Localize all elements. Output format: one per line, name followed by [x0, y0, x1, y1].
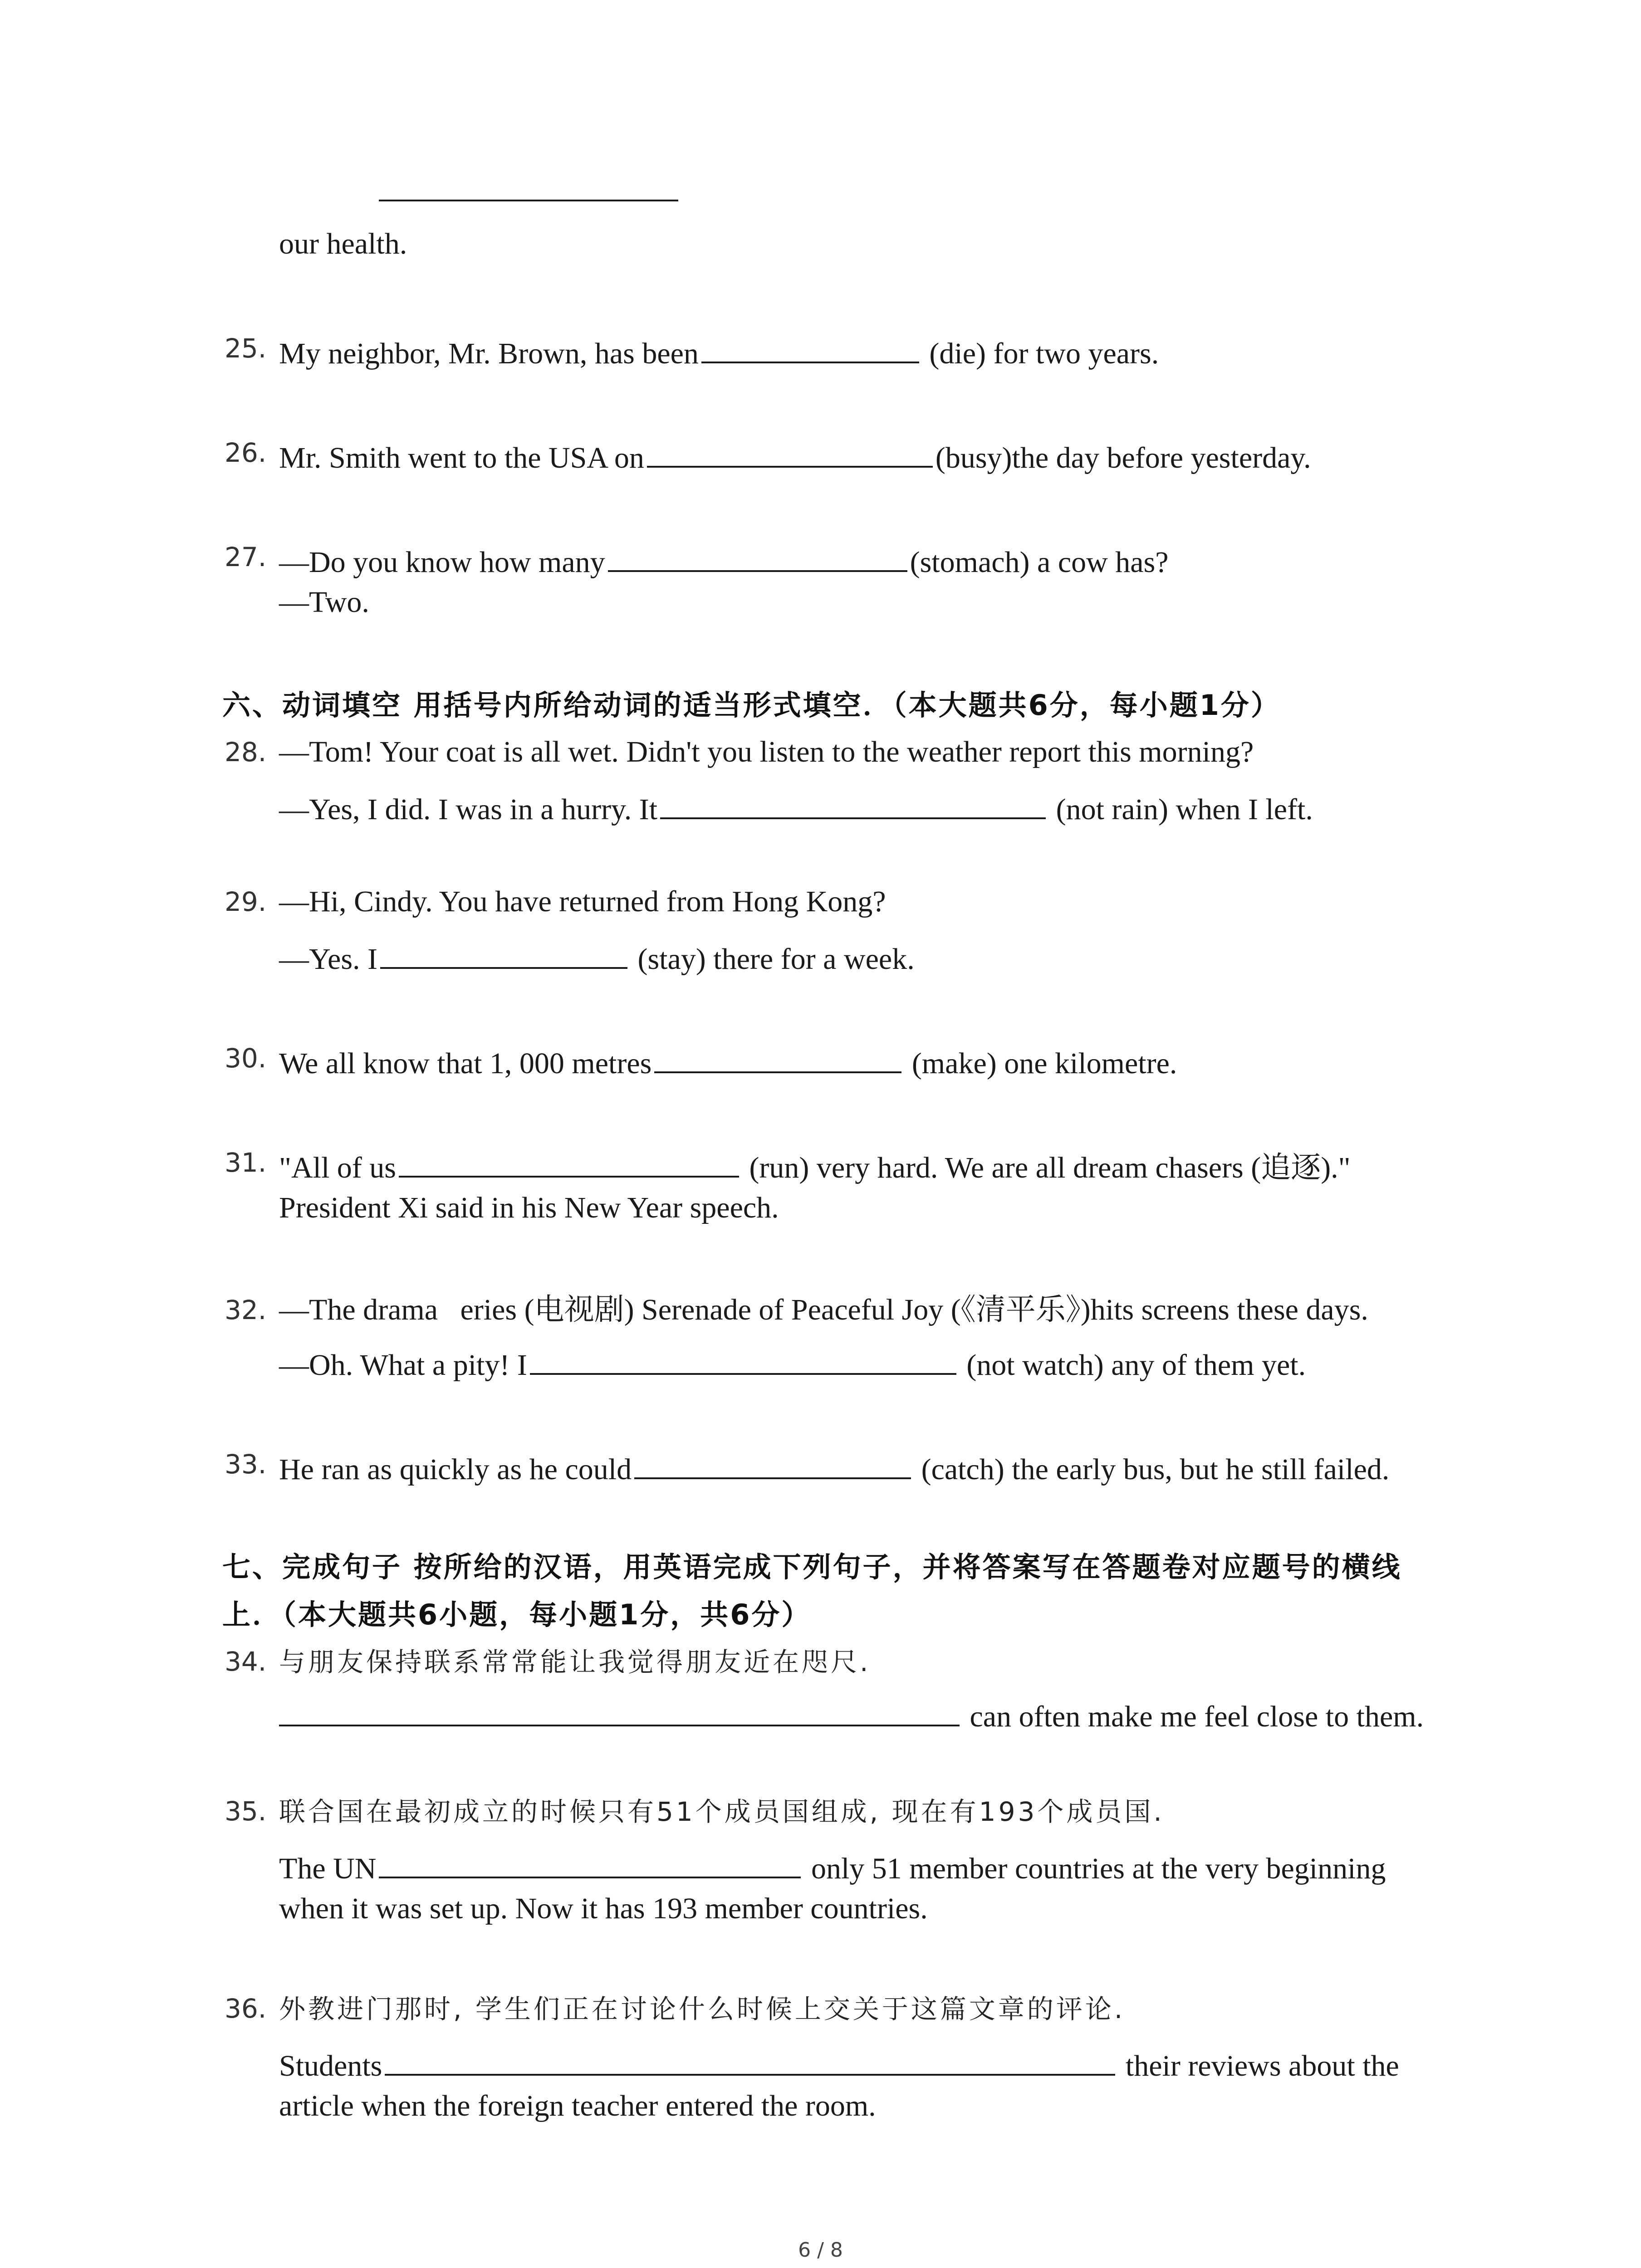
answer-blank[interactable]	[399, 1148, 739, 1178]
answer-blank[interactable]	[660, 789, 1046, 819]
question-36: 36. 外教进门那时, 学生们正在讨论什么时候上交关于这篇文章的评论.	[225, 1993, 1126, 2024]
answer-blank[interactable]	[701, 333, 919, 363]
question-number: 27.	[225, 542, 267, 572]
question-33: 33. He ran as quickly as he could (catch) the early bus, but he still failed.	[225, 1449, 1390, 1486]
question-number: 33.	[225, 1449, 267, 1480]
question-34-line2: can often make me feel close to them.	[279, 1696, 1441, 1732]
section-heading: 七、完成句子 按所给的汉语，用英语完成下列句子，并将答案写在答题卷对应题号的横线	[222, 1550, 1402, 1584]
question-36-line2: Students their reviews about the	[279, 2046, 1441, 2081]
question-34: 34. 与朋友保持联系常常能让我觉得朋友近在咫尺.	[225, 1646, 871, 1677]
question-29-line2: —Yes. I (stay) there for a week.	[279, 939, 1441, 974]
question-number: 31.	[225, 1147, 267, 1178]
question-35-line2: The UN only 51 member countries at the very beginning	[279, 1848, 1441, 1884]
question-29: 29. —Hi, Cindy. You have returned from Hong Kong?	[225, 885, 886, 918]
answer-blank[interactable]	[647, 438, 933, 468]
question-number: 35.	[225, 1796, 267, 1827]
question-28: 28. —Tom! Your coat is all wet. Didn't you listen to the weather report this morning?	[225, 735, 1254, 768]
question-31: 31. "All of us (run) very hard. We are all dream chasers (追逐)."	[225, 1147, 1351, 1184]
question-27: 27. —Do you know how many (stomach) a cow has?	[225, 542, 1169, 579]
question-35-line3: when it was set up. Now it has 193 member countries.	[279, 1892, 928, 1925]
page-number: 6 / 8	[798, 2239, 843, 2262]
question-number: 36.	[225, 1993, 267, 2024]
answer-blank[interactable]	[279, 1696, 960, 1726]
question-26: 26. Mr. Smith went to the USA on (busy)the day before yesterday.	[225, 437, 1311, 474]
answer-blank[interactable]	[530, 1345, 956, 1375]
question-number: 28.	[225, 737, 267, 767]
question-25: 25. My neighbor, Mr. Brown, has been (die) for two years.	[225, 333, 1159, 370]
answer-blank[interactable]	[634, 1449, 911, 1479]
question-35: 35. 联合国在最初成立的时候只有51个成员国组成, 现在有193个成员国.	[225, 1796, 1165, 1827]
answer-blank[interactable]	[380, 939, 627, 969]
question-number: 32.	[225, 1295, 267, 1325]
question-32-line2: —Oh. What a pity! I (not watch) any of them yet.	[279, 1345, 1441, 1380]
question-number: 29.	[225, 886, 267, 917]
question-31-line2: President Xi said in his New Year speech.	[279, 1191, 779, 1224]
question-32: 32. —The drama eries (电视剧) Serenade of Peaceful Joy (《清平乐》)hits screens these days.	[225, 1293, 1368, 1326]
answer-blank[interactable]	[608, 542, 907, 572]
answer-blank[interactable]	[654, 1043, 901, 1073]
carry-over-line: our health.	[279, 227, 407, 260]
question-number: 26.	[225, 437, 267, 468]
question-36-line3: article when the foreign teacher entered the room.	[279, 2089, 876, 2122]
answer-blank[interactable]	[385, 2046, 1115, 2076]
question-30: 30. We all know that 1, 000 metres (make) one kilometre.	[225, 1043, 1177, 1080]
question-number: 25.	[225, 333, 267, 364]
section-heading: 六、动词填空 用括号内所给动词的适当形式填空．（本大题共6分，每小题1分）	[222, 689, 1281, 722]
section-heading-line2: 上．（本大题共6小题，每小题1分，共6分）	[222, 1598, 812, 1631]
question-number: 30.	[225, 1043, 267, 1074]
question-number: 34.	[225, 1646, 267, 1677]
question-27-line2: —Two.	[279, 586, 369, 619]
question-28-line2: —Yes, I did. I was in a hurry. It (not rain) when I left.	[279, 789, 1441, 825]
answer-blank[interactable]	[379, 1848, 801, 1878]
answer-blank[interactable]	[379, 200, 678, 201]
